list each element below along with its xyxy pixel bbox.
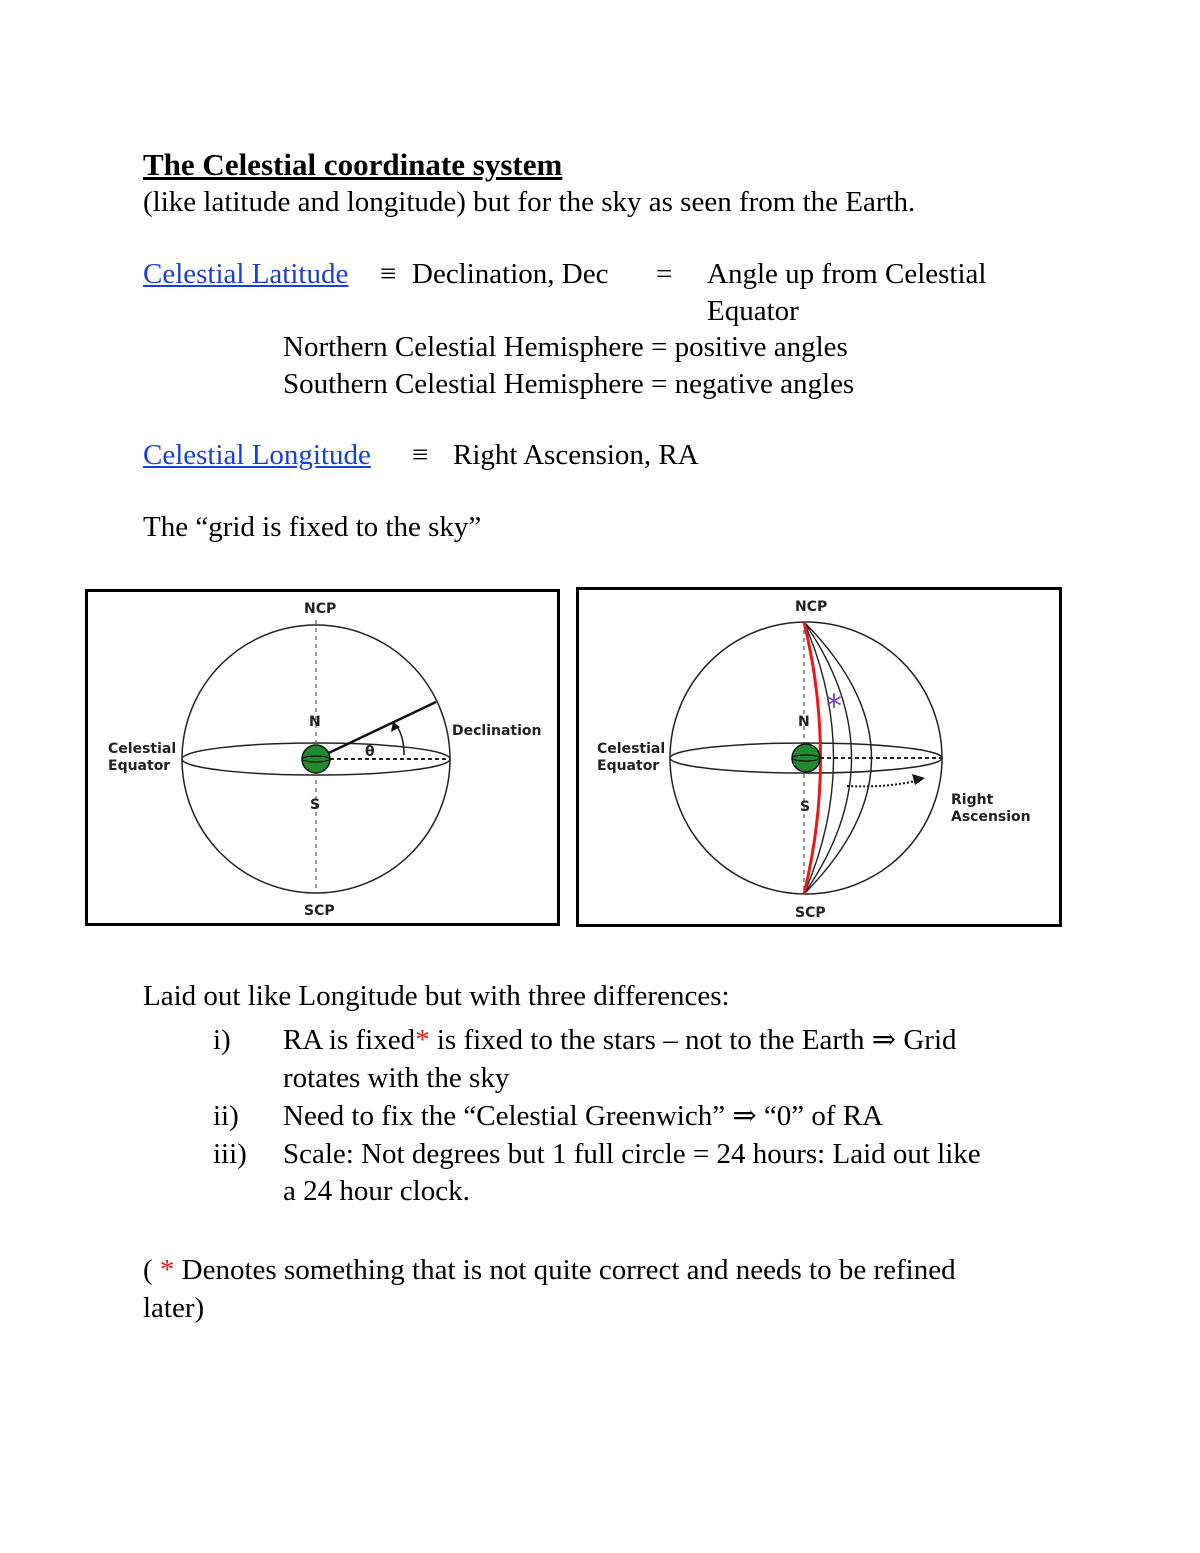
differences-intro: Laid out like Longitude but with three differences:: [143, 980, 730, 1012]
list-item-number: iii): [213, 1138, 247, 1170]
equiv-symbol: ≡: [380, 258, 397, 290]
list-item-text-cont: is fixed to the stars – not to the Earth ⇒ Grid: [429, 1024, 957, 1056]
star-icon: *: [826, 687, 842, 725]
list-item-line2: a 24 hour clock.: [283, 1175, 470, 1207]
ra-arrowhead: [912, 774, 925, 785]
declination-figure: [85, 589, 560, 926]
celestial-latitude-link[interactable]: Celestial Latitude: [143, 258, 349, 290]
list-item: Scale: Not degrees but 1 full circle = 24 hours: Laid out like: [283, 1138, 981, 1170]
footnote-line2: later): [143, 1292, 205, 1324]
earth-icon: [302, 745, 330, 773]
list-item: Need to fix the “Celestial Greenwich” ⇒ “0” of RA: [283, 1100, 884, 1132]
right-ascension-label-2: Ascension: [951, 809, 1031, 825]
right-ascension-diagram: [579, 590, 1059, 924]
northern-hemisphere-text: Northern Celestial Hemisphere = positive angles: [283, 331, 848, 363]
page-title: The Celestial coordinate system: [143, 147, 563, 182]
list-item-number: ii): [213, 1100, 239, 1132]
declination-name: Declination, Dec: [412, 258, 609, 290]
equals-symbol: =: [656, 258, 673, 290]
list-item: [283, 1026, 957, 1055]
footnote: [143, 1256, 956, 1285]
equiv-symbol-2: ≡: [412, 439, 429, 471]
grid-note: The “grid is fixed to the sky”: [143, 511, 482, 543]
scp-label: SCP: [304, 903, 335, 919]
ra-arrow: [847, 780, 919, 786]
footnote-text: Denotes something that is not quite correct and needs to be refined: [174, 1254, 956, 1286]
north-label: N: [798, 714, 810, 730]
declination-diagram: [88, 592, 557, 923]
list-item-line2: rotates with the sky: [283, 1062, 510, 1094]
south-label: S: [800, 799, 811, 815]
declination-definition-cont: Equator: [707, 295, 799, 327]
southern-hemisphere-text: Southern Celestial Hemisphere = negative angles: [283, 368, 855, 400]
right-ascension-name: Right Ascension, RA: [453, 439, 699, 471]
equator-label-2: Equator: [108, 758, 171, 774]
footnote-open: (: [143, 1254, 160, 1286]
subtitle: (like latitude and longitude) but for the sky as seen from the Earth.: [143, 186, 916, 218]
equator-label: Celestial: [108, 741, 177, 757]
scp-label: SCP: [795, 905, 826, 921]
theta-label: θ: [365, 744, 375, 760]
right-ascension-figure: [576, 587, 1062, 927]
earth-icon: [792, 744, 820, 772]
equator-label-2: Equator: [597, 758, 660, 774]
list-item-number: i): [213, 1024, 231, 1056]
equator-label: Celestial: [597, 741, 666, 757]
ncp-label: NCP: [795, 599, 828, 615]
north-label: N: [309, 714, 321, 730]
celestial-longitude-link[interactable]: Celestial Longitude: [143, 439, 371, 471]
ncp-label: NCP: [304, 601, 337, 617]
list-item-text: RA is fixed: [283, 1024, 416, 1056]
south-label: S: [310, 797, 321, 813]
asterisk-marker: *: [159, 1254, 175, 1286]
declination-line: [316, 702, 436, 759]
right-ascension-label: Right: [951, 792, 994, 808]
declination-definition: Angle up from Celestial: [707, 258, 987, 290]
declination-label: Declination: [452, 723, 542, 739]
asterisk-marker: *: [415, 1024, 430, 1056]
